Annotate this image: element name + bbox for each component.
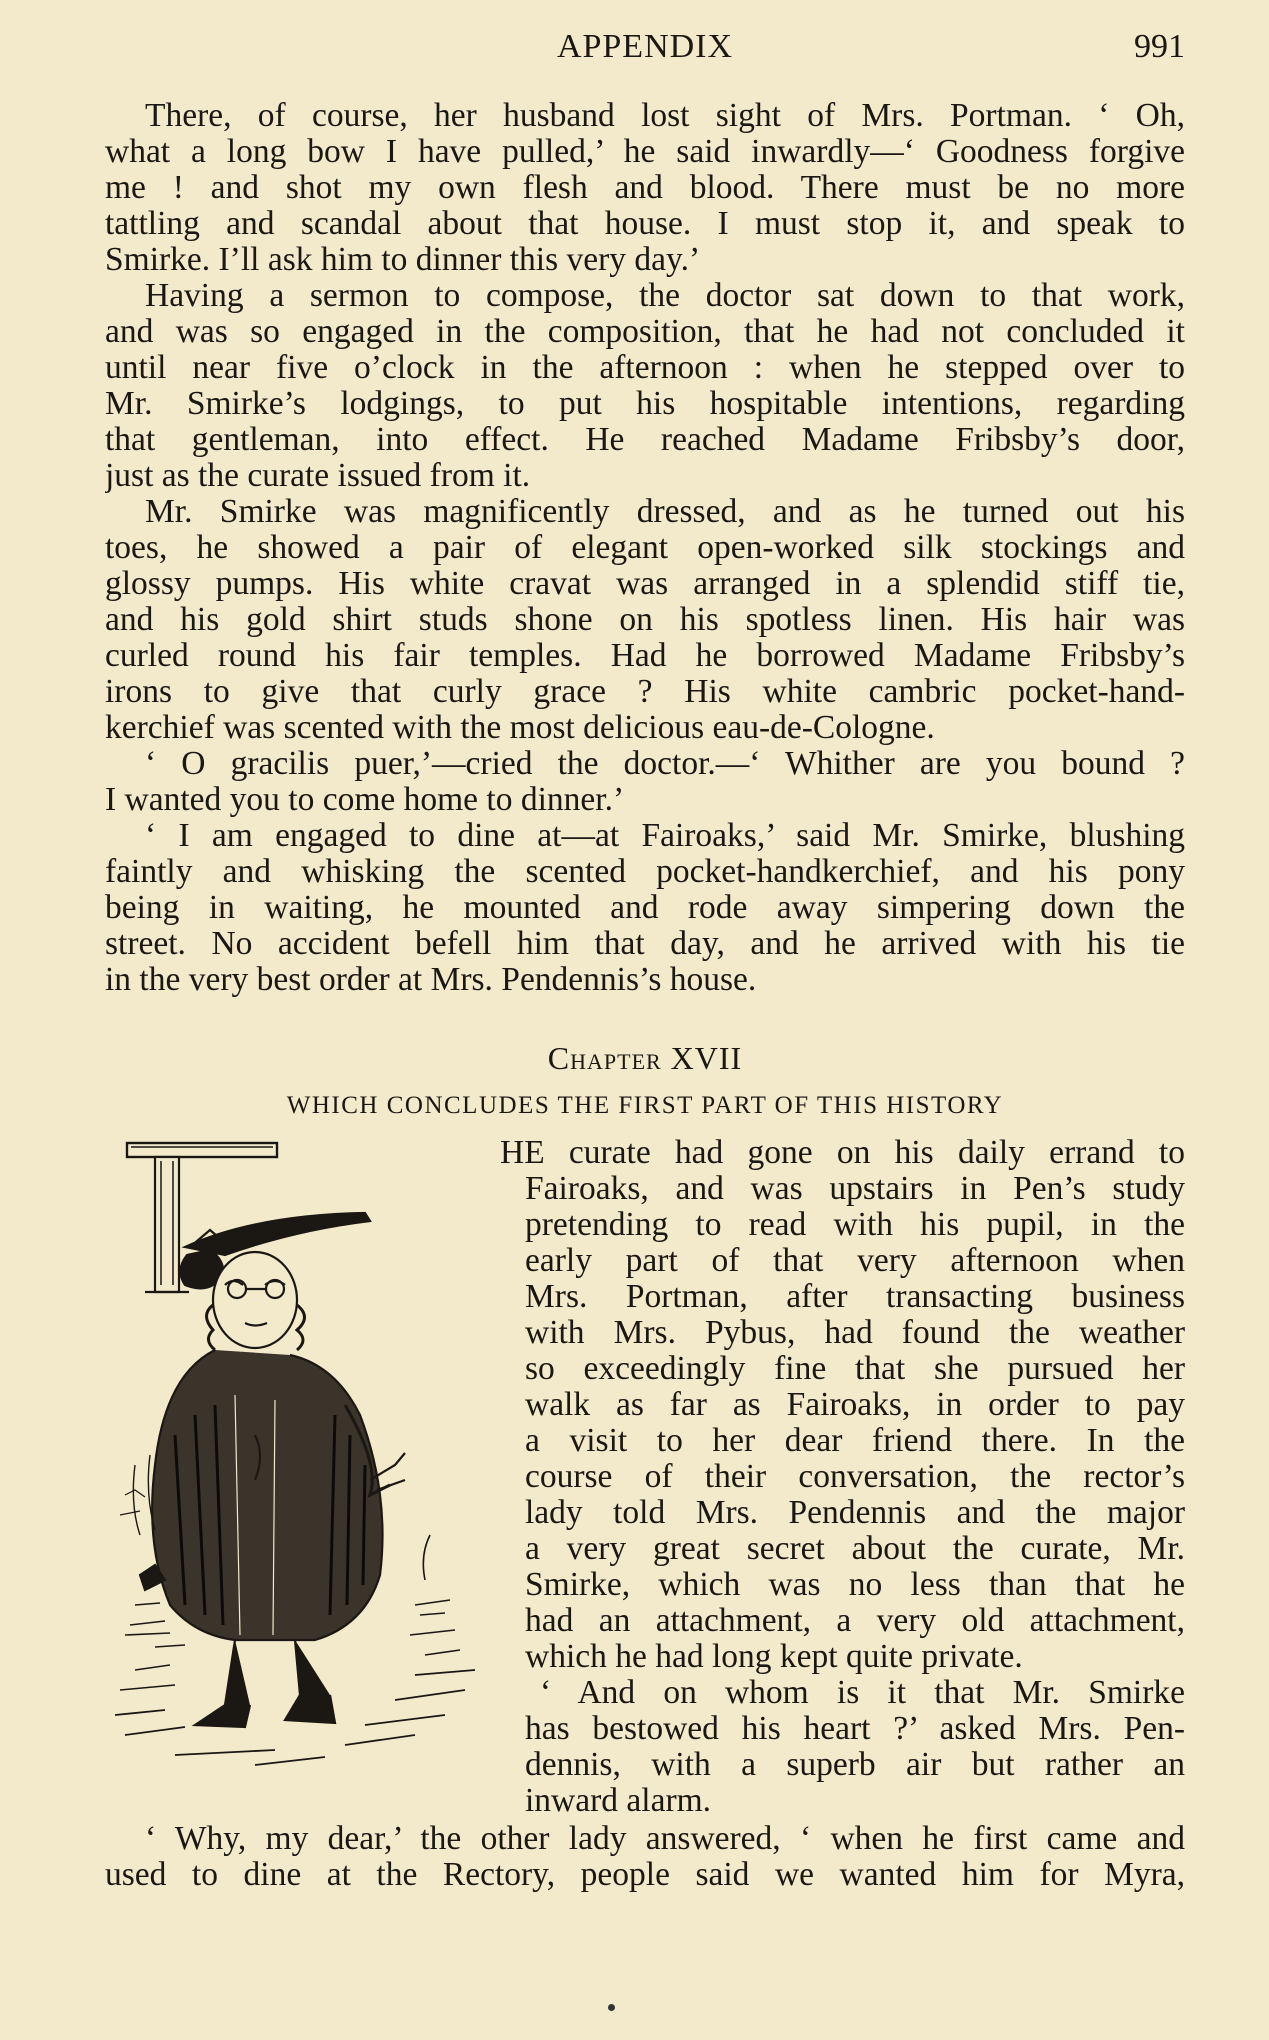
text-line: curled round his fair temples. Had he borrowed Madame Fribsby’s (105, 638, 1185, 674)
text-line: had an attachment, a very old attachment, (525, 1603, 1185, 1639)
text-line: Having a sermon to compose, the doctor sat down to that work, (145, 278, 1185, 314)
text-line: until near five o’clock in the afternoon : when he stepped over to (105, 350, 1185, 386)
text-line: lady told Mrs. Pendennis and the major (525, 1495, 1185, 1531)
text-line: irons to give that curly grace ? His white cambric pocket-hand- (105, 674, 1185, 710)
chapter-subtitle: WHICH CONCLUDES THE FIRST PART OF THIS HISTORY (286, 1092, 1004, 1119)
text-line: being in waiting, he mounted and rode away simpering down the (105, 890, 1185, 926)
text-line: course of their conversation, the rector’s (525, 1459, 1185, 1495)
text-line: which he had long kept quite private. (525, 1639, 1023, 1675)
curate-illustration-icon (115, 1135, 500, 1785)
chapter-heading: Chapter XVII (547, 1040, 743, 1076)
text-line: Mr. Smirke’s lodgings, to put his hospitable intentions, regarding (105, 386, 1185, 422)
text-line: ‘ And on whom is it that Mr. Smirke (540, 1675, 1185, 1711)
running-title: APPENDIX (556, 28, 734, 65)
text-line: dennis, with a superb air but rather an (525, 1747, 1185, 1783)
text-line: and his gold shirt studs shone on his spotless linen. His hair was (105, 602, 1185, 638)
text-line: Mr. Smirke was magnificently dressed, and as he turned out his (145, 494, 1185, 530)
text-line: walk as far as Fairoaks, in order to pay (525, 1387, 1185, 1423)
text-line: kerchief was scented with the most delicious eau-de-Cologne. (105, 710, 935, 746)
illustrated-initial-t (115, 1135, 500, 1785)
text-line: Smirke, which was no less than that he (525, 1567, 1185, 1603)
running-head (105, 28, 1185, 72)
text-line: used to dine at the Rectory, people said we wanted him for Myra, (105, 1857, 1185, 1893)
body-text (105, 98, 1185, 998)
text-line: faintly and whisking the scented pocket-handkerchief, and his pony (105, 854, 1185, 890)
text-line: just as the curate issued from it. (105, 458, 531, 494)
text-line: glossy pumps. His white cravat was arranged in a splendid stiff tie, (105, 566, 1185, 602)
continuation-paragraph (105, 1821, 1185, 1893)
text-line: Smirke. I’ll ask him to dinner this very day.’ (105, 242, 701, 278)
text-line: Fairoaks, and was upstairs in Pen’s study (525, 1171, 1185, 1207)
text-line: HE curate had gone on his daily errand to (500, 1135, 1185, 1171)
text-line: pretending to read with his pupil, in the (525, 1207, 1185, 1243)
text-line: that gentleman, into effect. He reached Madame Fribsby’s door, (105, 422, 1185, 458)
text-line: inward alarm. (525, 1783, 712, 1819)
text-line: Mrs. Portman, after transacting business (525, 1279, 1185, 1315)
text-line: has bestowed his heart ?’ asked Mrs. Pen- (525, 1711, 1185, 1747)
text-line: so exceedingly fine that she pursued her (525, 1351, 1185, 1387)
text-line: in the very best order at Mrs. Pendennis’s house. (105, 962, 757, 998)
text-line: toes, he showed a pair of elegant open-worked silk stockings and (105, 530, 1185, 566)
text-line: ‘ I am engaged to dine at—at Fairoaks,’ said Mr. Smirke, blushing (145, 818, 1185, 854)
text-line: early part of that very afternoon when (525, 1243, 1185, 1279)
text-line: ‘ O gracilis puer,’—cried the doctor.—‘ Whither are you bound ? (145, 746, 1185, 782)
page-number: 991 (1134, 28, 1185, 65)
page-speck (608, 2004, 615, 2011)
wrapped-paragraph (500, 1135, 1185, 1819)
text-line: and was so engaged in the composition, that he had not concluded it (105, 314, 1185, 350)
text-line: I wanted you to come home to dinner.’ (105, 782, 625, 818)
text-line: with Mrs. Pybus, had found the weather (525, 1315, 1185, 1351)
text-line: street. No accident befell him that day, and he arrived with his tie (105, 926, 1185, 962)
text-line: what a long bow I have pulled,’ he said inwardly—‘ Goodness forgive (105, 134, 1185, 170)
text-line: tattling and scandal about that house. I must stop it, and speak to (105, 206, 1185, 242)
text-line: me ! and shot my own flesh and blood. There must be no more (105, 170, 1185, 206)
text-line: a visit to her dear friend there. In the (525, 1423, 1185, 1459)
text-line: a very great secret about the curate, Mr. (525, 1531, 1185, 1567)
text-line: There, of course, her husband lost sight of Mrs. Portman. ‘ Oh, (145, 98, 1185, 134)
text-line: ‘ Why, my dear,’ the other lady answered, ‘ when he first came and (145, 1821, 1185, 1857)
